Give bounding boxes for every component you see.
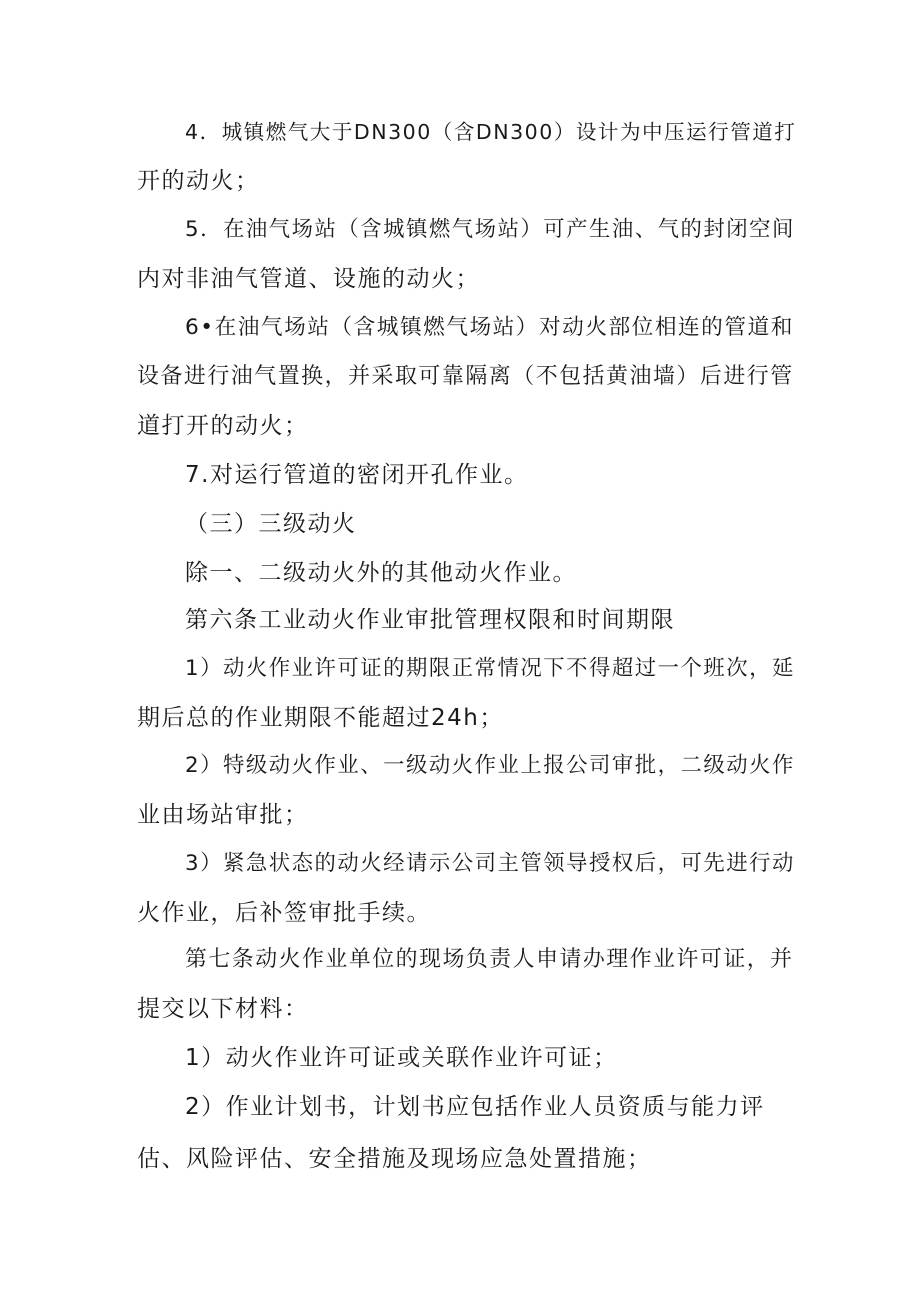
section-heading: （三）三级动火	[185, 511, 357, 537]
text-line: 7.对运行管道的密闭开孔作业。	[185, 462, 529, 488]
text-line: 4．城镇燃气大于DN300（含DN300）设计为中压运行管道打	[185, 120, 797, 144]
text-line: 设备进行油气置换，并采取可靠隔离（不包括黄油墙）后进行管	[137, 364, 794, 389]
text-line: 内对非油气管道、设施的动火；	[137, 266, 480, 292]
text-line: 1）动火作业许可证或关联作业许可证；	[185, 1045, 618, 1071]
text-line: 1）动火作业许可证的期限正常情况下不得超过一个班次，延	[185, 656, 795, 681]
text-line: 2）特级动火作业、一级动火作业上报公司审批，二级动火作	[185, 753, 795, 778]
text-line: 2）作业计划书，计划书应包括作业人员资质与能力评	[185, 1094, 765, 1120]
text-line: 估、风险评估、安全措施及现场应急处置措施；	[137, 1146, 652, 1172]
text-line: 开的动火；	[137, 168, 260, 194]
article-heading: 第六条工业动火作业审批管理权限和时间期限	[185, 607, 675, 633]
text-line: 提交以下材料：	[137, 996, 309, 1022]
text-line: 道打开的动火；	[137, 413, 309, 439]
text-line: 除一、二级动火外的其他动火作业。	[185, 560, 577, 586]
text-line: 第七条动火作业单位的现场负责人申请办理作业许可证，并	[185, 947, 794, 972]
text-line: 3）紧急状态的动火经请示公司主管领导授权后，可先进行动	[185, 851, 795, 876]
text-line: 业由场站审批；	[137, 802, 309, 828]
text-line: 5．在油气场站（含城镇燃气场站）可产生油、气的封闭空间	[185, 217, 795, 242]
text-line: 火作业，后补签审批手续。	[137, 900, 431, 926]
text-line: 期后总的作业期限不能超过24h；	[137, 705, 504, 731]
text-line: 6•在油气场站（含城镇燃气场站）对动火部位相连的管道和	[185, 315, 794, 340]
